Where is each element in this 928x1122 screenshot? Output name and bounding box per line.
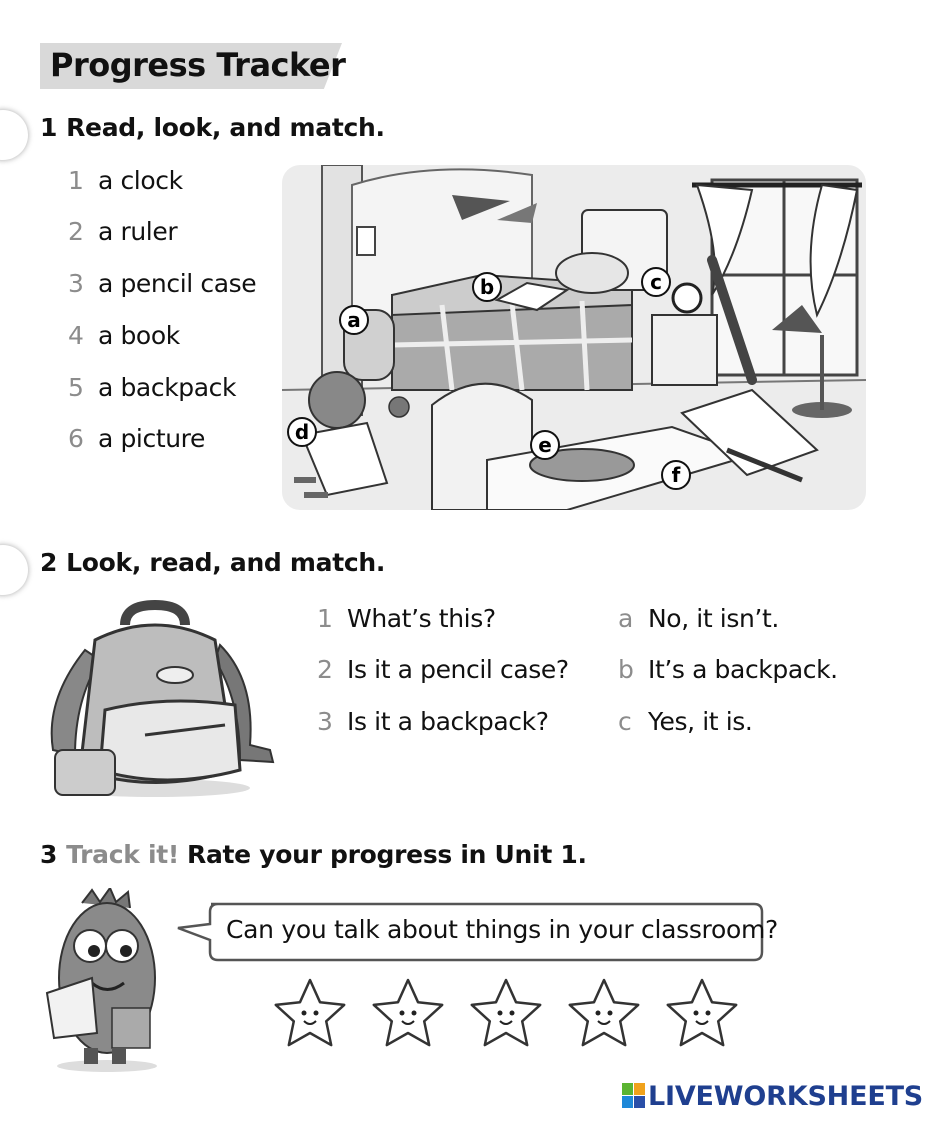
s2-answer-text: Yes, it is.	[648, 707, 753, 736]
s2-answer-b	[618, 655, 838, 684]
section1-heading	[40, 113, 385, 142]
progress-question: Can you talk about things in your classroom?	[226, 915, 778, 944]
s1-item-num: 3	[68, 269, 84, 298]
rating-star[interactable]	[472, 980, 540, 1045]
s2-question-num: 3	[317, 707, 333, 736]
rating-star[interactable]	[570, 980, 638, 1045]
section2-heading	[40, 548, 385, 577]
s2-question-3	[317, 707, 549, 736]
rating-star[interactable]	[276, 980, 344, 1045]
rating-star[interactable]	[374, 980, 442, 1045]
picture-label-text: b	[479, 275, 495, 299]
mascot-illustration	[42, 888, 172, 1073]
section2-number: 2	[40, 548, 58, 577]
s1-item-1	[68, 166, 183, 195]
backpack-illustration	[45, 600, 275, 800]
s2-answer-a	[618, 604, 779, 633]
s2-answer-letter: b	[618, 655, 634, 684]
picture-label-text: d	[294, 420, 310, 444]
rating-star[interactable]	[668, 980, 736, 1045]
bedroom-illustration	[282, 165, 866, 510]
s2-question-2	[317, 655, 569, 684]
picture-label-a	[340, 306, 368, 334]
section2-instruction: Look, read, and match.	[66, 548, 386, 577]
picture-label-text: f	[671, 463, 681, 487]
track-it-label: Track it!	[66, 840, 179, 869]
picture-label-c	[642, 268, 670, 296]
s2-answer-c	[618, 707, 752, 736]
picture-label-e	[531, 431, 559, 459]
s1-item-text: a ruler	[98, 217, 178, 246]
s2-question-text: Is it a pencil case?	[347, 655, 569, 684]
picture-label-d	[288, 418, 316, 446]
s1-item-num: 4	[68, 321, 84, 350]
s1-item-5	[68, 373, 236, 402]
side-tab-1	[0, 110, 28, 160]
section1-number: 1	[40, 113, 58, 142]
s1-item-num: 5	[68, 373, 84, 402]
section3-instruction: Rate your progress in Unit 1.	[187, 840, 587, 869]
brand-icon	[622, 1083, 646, 1109]
s1-item-num: 2	[68, 217, 84, 246]
s2-answer-letter: c	[618, 707, 632, 736]
picture-label-b	[473, 273, 501, 301]
page-title: Progress Tracker	[50, 46, 346, 84]
s2-question-text: Is it a backpack?	[347, 707, 549, 736]
s2-question-num: 1	[317, 604, 333, 633]
s1-item-text: a book	[98, 321, 180, 350]
picture-label-text: a	[347, 308, 361, 332]
picture-label-text: e	[538, 433, 552, 457]
rating-stars	[265, 978, 755, 1058]
side-tab-2	[0, 545, 28, 595]
s2-answer-text: No, it isn’t.	[648, 604, 779, 633]
s2-answer-letter: a	[618, 604, 633, 633]
s1-item-text: a picture	[98, 424, 205, 453]
section3-heading	[40, 840, 587, 869]
section1-instruction: Read, look, and match.	[66, 113, 385, 142]
s2-question-text: What’s this?	[347, 604, 496, 633]
picture-label-f	[662, 461, 690, 489]
section3-number: 3	[40, 840, 58, 869]
s1-item-text: a backpack	[98, 373, 237, 402]
brand-text: LIVEWORKSHEETS	[648, 1080, 924, 1112]
s1-item-text: a pencil case	[98, 269, 257, 298]
s1-item-num: 6	[68, 424, 84, 453]
brand-logo	[622, 1081, 923, 1111]
s1-item-text: a clock	[98, 166, 183, 195]
s2-answer-text: It’s a backpack.	[648, 655, 838, 684]
s2-question-num: 2	[317, 655, 333, 684]
s1-item-num: 1	[68, 166, 84, 195]
s1-item-4	[68, 321, 180, 350]
picture-label-text: c	[650, 270, 662, 294]
s1-item-3	[68, 269, 256, 298]
s1-item-6	[68, 424, 205, 453]
s2-question-1	[317, 604, 496, 633]
s1-item-2	[68, 217, 177, 246]
